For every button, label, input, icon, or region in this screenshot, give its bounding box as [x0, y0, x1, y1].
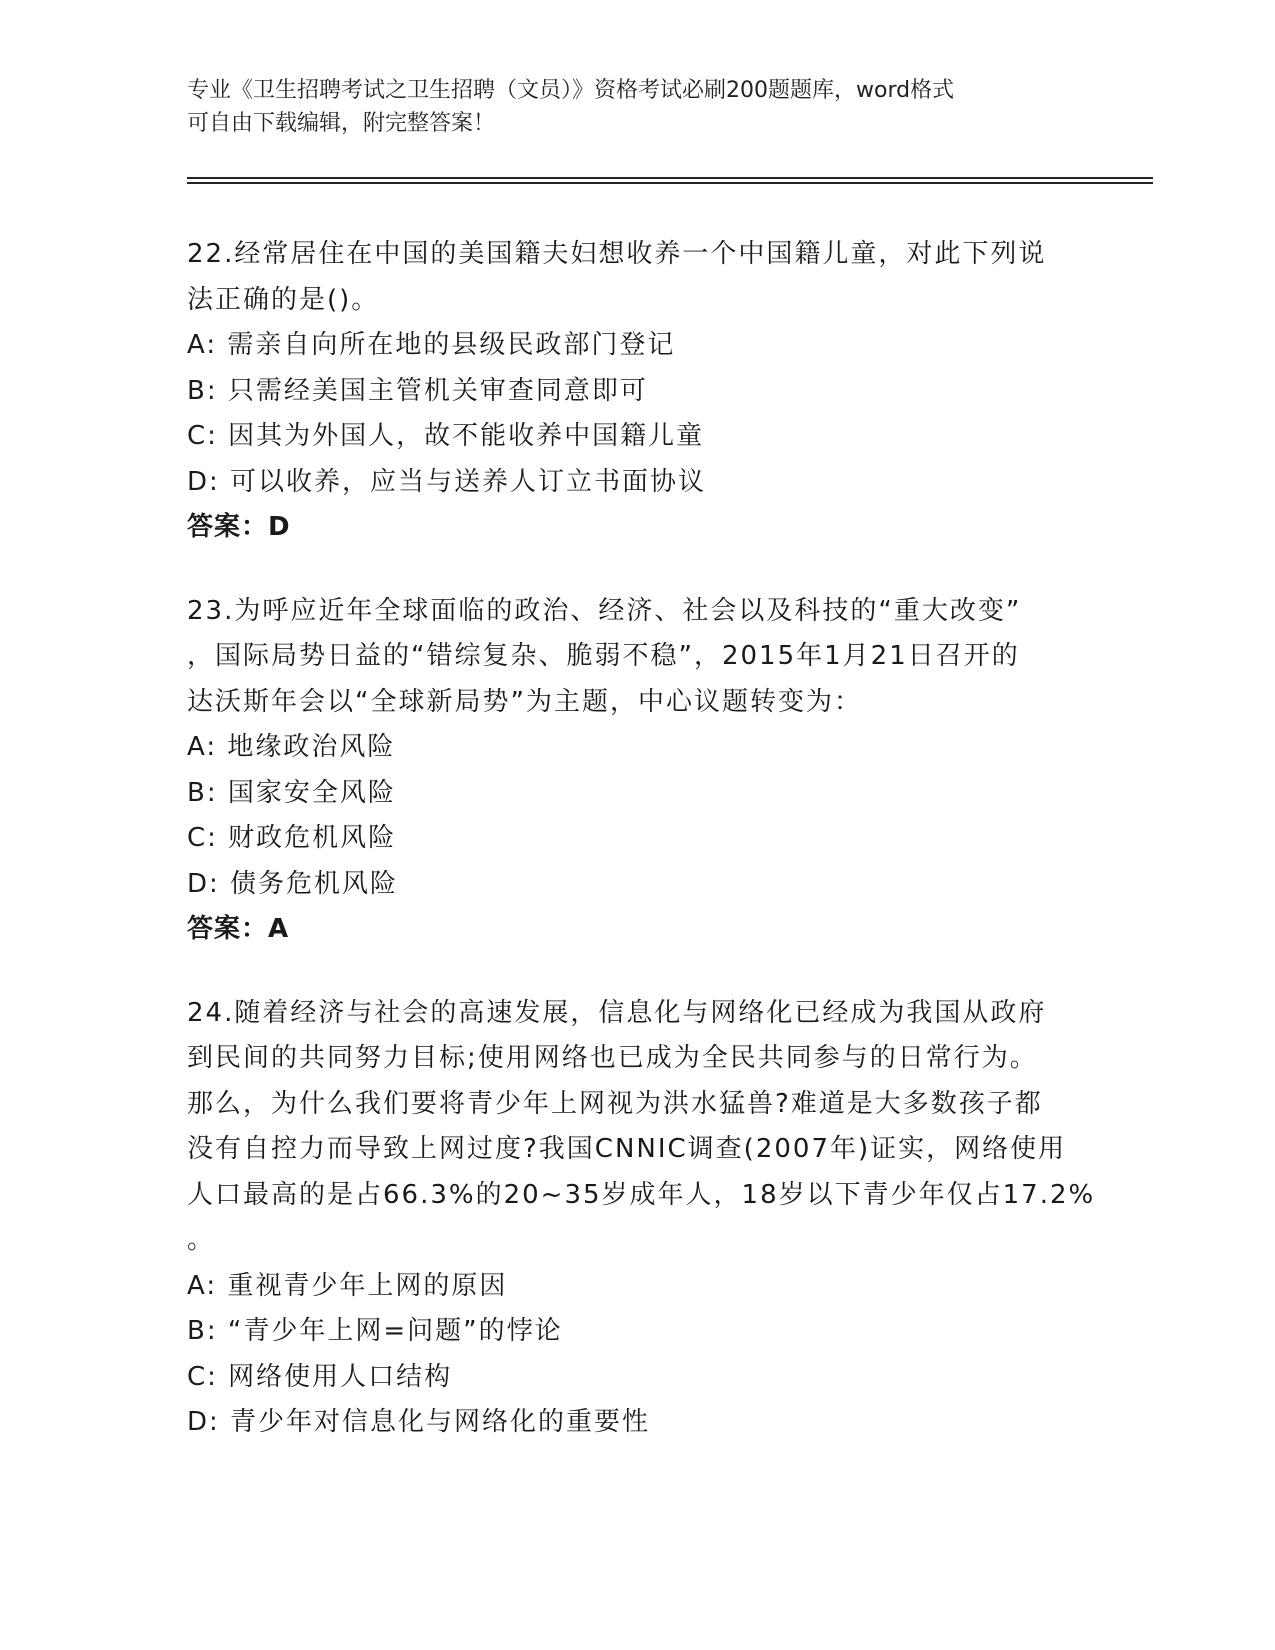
option-a: A: 重视青少年上网的原因 [187, 1270, 508, 1301]
header-line-1: 专业《卫生招聘考试之卫生招聘（文员）》资格考试必刷200题题库，word格式 [187, 78, 955, 103]
question-stem-line: 达沃斯年会以“全球新局势”为主题，中心议题转变为： [187, 686, 862, 717]
header-line-2: 可自由下载编辑，附完整答案！ [187, 111, 496, 136]
question-stem-line: 人口最高的是占66.3%的20~35岁成年人，18岁以下青少年仅占17.2% [187, 1179, 1096, 1210]
question-list [187, 232, 1096, 1484]
question-24 [187, 991, 1096, 1446]
question-stem-line: 。 [187, 1225, 216, 1255]
option-b: B: 只需经美国主管机关审查同意即可 [187, 375, 648, 406]
option-b: B: 国家安全风险 [187, 777, 396, 808]
header-divider-bottom [187, 182, 1153, 184]
question-stem-line: 法正确的是()。 [187, 284, 380, 315]
question-23 [187, 589, 1087, 953]
answer-label: 答案：A [187, 914, 290, 944]
option-a: A: 地缘政治风险 [187, 732, 396, 762]
question-stem-line: 到民间的共同努力目标;使用网络也已成为全民共同参与的日常行为。 [187, 1043, 1038, 1073]
question-stem-line: 24.随着经济与社会的高速发展，信息化与网络化已经成为我国从政府 [187, 997, 1047, 1028]
question-stem-line: 23.为呼应近年全球面临的政治、经济、社会以及科技的“重大改变” [187, 595, 1022, 626]
answer-label: 答案：D [187, 512, 291, 542]
question-stem-line: 没有自控力而导致上网过度?我国CNNIC调查(2007年)证实，网络使用 [187, 1134, 1067, 1164]
header-divider-top [187, 177, 1153, 179]
option-d: D: 可以收养，应当与送养人订立书面协议 [187, 466, 707, 497]
option-a: A: 需亲自向所在地的县级民政部门登记 [187, 330, 676, 360]
question-stem-line: 22.经常居住在中国的美国籍夫妇想收养一个中国籍儿童，对此下列说 [187, 239, 1047, 269]
option-d: D: 债务危机风险 [187, 868, 399, 899]
question-stem-line: 那么，为什么我们要将青少年上网视为洪水猛兽?难道是大多数孩子都 [187, 1088, 1043, 1119]
option-c: C: 因其为外国人，故不能收养中国籍儿童 [187, 421, 705, 451]
document-header [187, 74, 1087, 140]
option-c: C: 网络使用人口结构 [187, 1361, 453, 1392]
option-d: D: 青少年对信息化与网络化的重要性 [187, 1407, 651, 1437]
option-b: B: “青少年上网=问题”的悖论 [187, 1316, 563, 1346]
option-c: C: 财政危机风险 [187, 823, 397, 853]
question-22 [187, 232, 1087, 551]
question-stem-line: ，国际局势日益的“错综复杂、脆弱不稳”，2015年1月21日召开的 [187, 641, 1020, 671]
